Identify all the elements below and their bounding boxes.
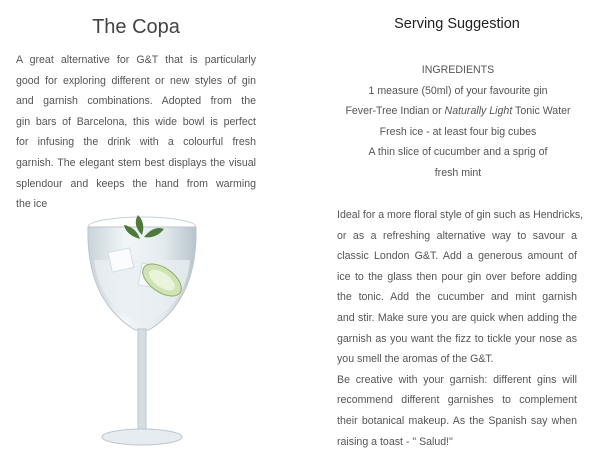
text-line: and garnish combinations. Adopted from the <box>16 95 256 108</box>
text-line: garnish as you want the fizz to tickle your nose as <box>337 332 577 345</box>
copa-description <box>16 50 256 215</box>
text-line: you smell the aromas of the G&T. <box>337 353 494 366</box>
text-line: Ideal for a more floral style of gin such as Hendricks, <box>337 209 584 221</box>
copa-title: The Copa <box>92 16 180 38</box>
text-line: good for exploring different or new styles of gin <box>16 74 256 87</box>
ingredient-text-italic: Naturally Light <box>444 105 513 118</box>
ingredient: 1 measure (50ml) of your favourite gin <box>368 84 548 97</box>
text-line: their botanical makeup. As the Spanish say when <box>337 414 577 427</box>
gin-glass-image <box>80 205 210 455</box>
text-line: A great alternative for G&T that is particularly <box>16 54 256 66</box>
text-line: Be creative with your garnish: different gins will <box>337 373 577 386</box>
serving-suggestion-title: Serving Suggestion <box>394 16 520 32</box>
ingredient <box>337 101 579 122</box>
serving-description <box>337 205 584 452</box>
text-line: gin bars of Barcelona, this wide bowl is perfect <box>16 115 256 128</box>
ingredients-list <box>337 60 579 184</box>
text-line: raising a toast - " Salud!" <box>337 435 453 448</box>
ingredient: Fresh ice - at least four big cubes <box>379 125 537 138</box>
ingredients-heading: INGREDIENTS <box>421 64 495 76</box>
text-line: classic London G&T. Add a generous amount of <box>337 250 577 263</box>
text-line: ice to the glass then pour gin over before adding <box>337 270 577 283</box>
text-line: or as a refreshing alternative way to savour a <box>337 229 577 242</box>
ingredient: fresh mint <box>434 166 482 179</box>
ingredient-text: Fever-Tree Indian or <box>345 105 445 118</box>
ingredient: A thin slice of cucumber and a sprig of <box>368 146 548 159</box>
text-line: splendour and keeps the hand from warming <box>16 177 256 190</box>
text-line: the ice <box>16 198 48 211</box>
ingredient-text: Tonic Water <box>512 105 571 118</box>
text-line: and stir. Make sure you are quick when adding the <box>337 311 577 324</box>
text-line: garnish. The elegant stem best displays the visual <box>16 156 256 169</box>
text-line: recommend different garnishes to complement <box>337 394 577 407</box>
text-line: the tonic. Add the cucumber and mint garnish <box>337 291 577 304</box>
text-line: for infusing the drink with a colourful fresh <box>16 136 256 149</box>
